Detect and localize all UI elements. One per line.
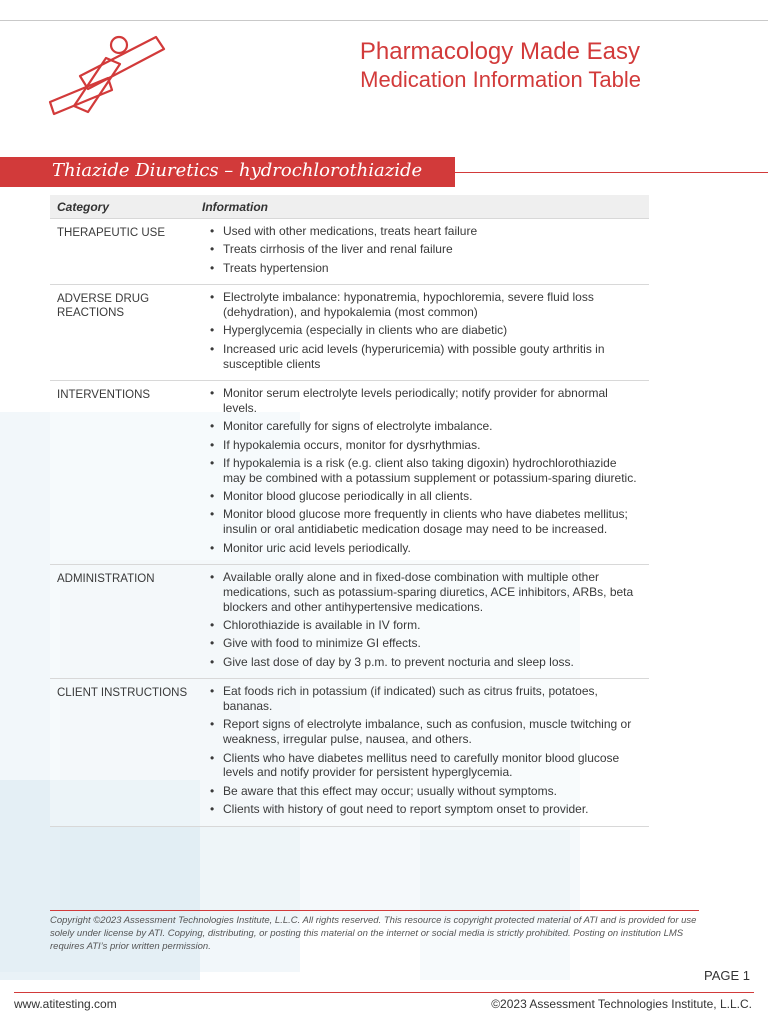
bottom-divider xyxy=(14,992,754,993)
information-list xyxy=(202,290,645,371)
copyright-notice: Copyright ©2023 Assessment Technologies Institute, L.L.C. All rights reserved. This resource is copyright protected material of ATI and is provided for use solely under license by ATI. Copying, distributing, or posting this material on the internet or social media is strictly prohibited. Posting on institution LMS requires ATI’s prior written permission. xyxy=(50,915,697,952)
column-header-information: Information xyxy=(202,199,268,214)
list-item: • Treats cirrhosis of the liver and renal failure xyxy=(202,242,645,257)
list-item: • Electrolyte imbalance: hyponatremia, hypochloremia, severe fluid loss (dehydration), and hypokalemia (most common) xyxy=(202,290,645,320)
information-cell xyxy=(202,285,649,380)
table-row xyxy=(50,565,649,679)
page-title: Pharmacology Made Easy xyxy=(359,38,640,65)
list-item: • Be aware that this effect may occur; usually without symptoms. xyxy=(202,784,645,799)
list-item: • Clients who have diabetes mellitus need to carefully monitor blood glucose levels and notify provider for persistent hyperglycemia. xyxy=(202,751,645,781)
list-item: • Monitor blood glucose periodically in all clients. xyxy=(202,489,645,504)
information-cell xyxy=(202,565,649,678)
list-item: • Monitor carefully for signs of electrolyte imbalance. xyxy=(202,419,645,434)
list-item: • Monitor serum electrolyte levels periodically; notify provider for abnormal levels. xyxy=(202,386,645,416)
table-row xyxy=(50,285,649,381)
list-item: • Eat foods rich in potassium (if indicated) such as citrus fruits, potatoes, bananas. xyxy=(202,684,645,714)
website-link[interactable]: www.atitesting.com xyxy=(14,997,117,1011)
table-row xyxy=(50,219,649,285)
information-cell xyxy=(202,219,649,284)
category-cell: ADVERSE DRUG REACTIONS xyxy=(57,293,150,320)
page-subtitle: Medication Information Table xyxy=(360,67,641,92)
category-cell: ADMINISTRATION xyxy=(57,573,155,586)
list-item: • Available orally alone and in fixed-dose combination with multiple other medications, such as potassium-sparing diuretics, ACE inhibitors, ARBs, beta blockers and other antihypertensive medications. xyxy=(202,570,645,614)
information-list xyxy=(202,224,645,276)
top-divider xyxy=(0,20,768,21)
list-item: • Chlorothiazide is available in IV form. xyxy=(202,618,645,633)
list-item: • Give last dose of day by 3 p.m. to prevent nocturia and sleep loss. xyxy=(202,655,645,670)
ati-figure-logo-icon xyxy=(44,32,174,124)
list-item: • Clients with history of gout need to report symptom onset to provider. xyxy=(202,802,645,817)
list-item: • If hypokalemia is a risk (e.g. client also taking digoxin) hydrochlorothiazide may be combined with a potassium supplement or potassium-sparing diuretic. xyxy=(202,456,645,486)
list-item: • Hyperglycemia (especially in clients who are diabetic) xyxy=(202,323,645,338)
information-cell xyxy=(202,679,649,825)
banner-rule xyxy=(455,172,768,173)
category-cell: THERAPEUTIC USE xyxy=(57,227,165,239)
column-header-category: Category xyxy=(57,199,110,214)
list-item: • Monitor uric acid levels periodically. xyxy=(202,541,645,556)
list-item: • Report signs of electrolyte imbalance, such as confusion, muscle twitching or weakness, irregular pulse, nausea, and others. xyxy=(202,717,645,747)
information-list xyxy=(202,570,645,670)
list-item: • Treats hypertension xyxy=(202,261,645,276)
information-list xyxy=(202,684,645,817)
medication-table xyxy=(50,195,649,827)
page-number: PAGE 1 xyxy=(703,968,750,983)
list-item: • Give with food to minimize GI effects. xyxy=(202,636,645,651)
category-cell: INTERVENTIONS xyxy=(57,388,151,401)
footer-copyright: ©2023 Assessment Technologies Institute, L.L.C. xyxy=(491,997,752,1011)
list-item: • Used with other medications, treats heart failure xyxy=(202,224,645,239)
information-cell xyxy=(202,381,649,564)
list-item: • Monitor blood glucose more frequently in clients who have diabetes mellitus; insulin or oral antidiabetic medication dosage may need to be increased. xyxy=(202,507,645,537)
table-row xyxy=(50,679,649,826)
list-item: • If hypokalemia occurs, monitor for dysrhythmias. xyxy=(202,438,645,453)
footer-divider xyxy=(50,910,699,911)
category-cell: CLIENT INSTRUCTIONS xyxy=(57,687,188,700)
information-list xyxy=(202,386,645,556)
background-panel xyxy=(420,830,570,980)
table-body xyxy=(50,219,649,827)
list-item: • Increased uric acid levels (hyperuricemia) with possible gouty arthritis in susceptible clients xyxy=(202,342,645,372)
drug-title: Thiazide Diuretics – hydrochlorothiazide xyxy=(52,160,423,181)
table-header-row xyxy=(50,195,649,219)
table-row xyxy=(50,381,649,565)
